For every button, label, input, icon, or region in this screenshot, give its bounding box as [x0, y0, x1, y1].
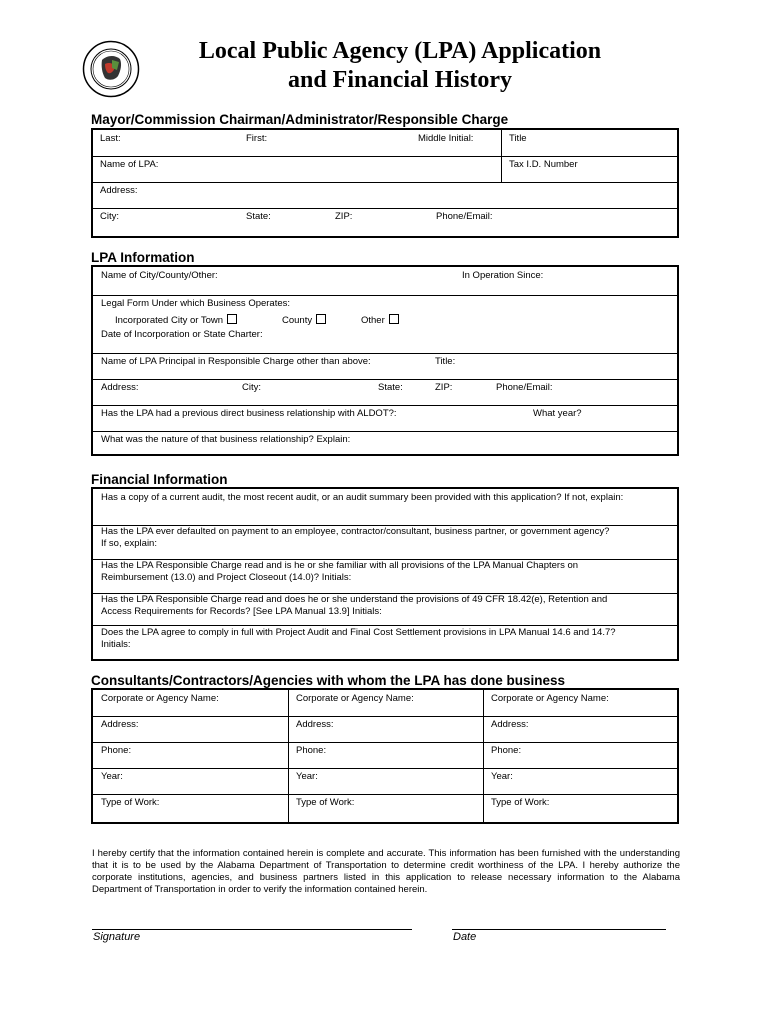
consultant-phone-field-1[interactable]: Phone:	[101, 745, 132, 756]
consultant-year-field-1[interactable]: Year:	[101, 771, 123, 782]
form-row	[93, 267, 677, 296]
consultant-type-field-2[interactable]: Type of Work:	[296, 797, 355, 808]
signature-line[interactable]	[92, 929, 412, 930]
city-county-name-field[interactable]: Name of City/County/Other:	[101, 270, 218, 281]
option-other-label: Other	[361, 315, 385, 326]
form-row	[93, 295, 677, 354]
consultant-phone-field-3[interactable]: Phone:	[491, 745, 522, 756]
audit-compliance-question-line1[interactable]: Does the LPA agree to comply in full with Project Audit and Final Cost Settlement provisions in LPA Manual 14.6 and 14.7?	[101, 627, 616, 638]
option-incorporated-city[interactable]	[115, 315, 237, 327]
consultant-address-field-1[interactable]: Address:	[101, 719, 139, 730]
form-row	[93, 405, 677, 432]
principal-city-field[interactable]: City:	[242, 382, 261, 393]
legal-form-label: Legal Form Under which Business Operates:	[101, 298, 291, 309]
previous-relationship-field[interactable]: Has the LPA had a previous direct business relationship with ALDOT?:	[101, 408, 397, 419]
last-name-field[interactable]: Last:	[100, 133, 121, 144]
cfr-question-line2[interactable]: Access Requirements for Records? [See LPA Manual 13.9] Initials:	[101, 606, 382, 617]
state-field[interactable]: State:	[246, 211, 271, 222]
default-question-line1[interactable]: Has the LPA ever defaulted on payment to an employee, contractor/consultant, business partner, or government agency?	[101, 526, 610, 537]
manual-chapters-question-line1[interactable]: Has the LPA Responsible Charge read and is he or she familiar with all provisions of the LPA Manual Chapters on	[101, 560, 579, 571]
date-label: Date	[453, 931, 477, 943]
section-heading-lpa-information: LPA Information	[91, 250, 195, 265]
form-row	[93, 379, 677, 406]
lpa-information-box	[91, 265, 679, 456]
form-row	[93, 130, 677, 157]
default-question-line2[interactable]: If so, explain:	[101, 538, 157, 549]
principal-state-field[interactable]: State:	[378, 382, 403, 393]
financial-information-box	[91, 487, 679, 661]
table-row	[93, 742, 677, 769]
form-row	[93, 156, 677, 183]
section-heading-responsible-charge: Mayor/Commission Chairman/Administrator/Responsible Charge	[91, 112, 509, 127]
title-line-2: and Financial History	[287, 67, 513, 93]
option-incorporated-city-label: Incorporated City or Town	[115, 315, 224, 326]
corp-name-field-2[interactable]: Corporate or Agency Name:	[296, 693, 414, 704]
city-field[interactable]: City:	[100, 211, 119, 222]
form-row	[93, 625, 677, 661]
principal-phone-email-field[interactable]: Phone/Email:	[496, 382, 553, 393]
other-checkbox[interactable]	[389, 314, 399, 324]
manual-chapters-question-line2[interactable]: Reimbursement (13.0) and Project Closeout (14.0)? Initials:	[101, 572, 352, 583]
table-row	[93, 794, 677, 822]
principal-zip-field[interactable]: ZIP:	[435, 382, 453, 393]
form-row	[93, 353, 677, 380]
consultant-address-field-3[interactable]: Address:	[491, 719, 529, 730]
form-row	[93, 559, 677, 594]
principal-title-field[interactable]: Title:	[435, 356, 456, 367]
corp-name-field-3[interactable]: Corporate or Agency Name:	[491, 693, 609, 704]
form-row	[93, 489, 677, 526]
divider	[501, 156, 502, 182]
in-operation-since-field[interactable]: In Operation Since:	[462, 270, 544, 281]
county-checkbox[interactable]	[316, 314, 326, 324]
consultant-address-field-2[interactable]: Address:	[296, 719, 334, 730]
principal-address-field[interactable]: Address:	[101, 382, 139, 393]
zip-field[interactable]: ZIP:	[335, 211, 353, 222]
form-title	[150, 37, 650, 95]
signature-label: Signature	[93, 931, 141, 943]
title-line-1: Local Public Agency (LPA) Application	[198, 38, 602, 64]
form-row	[93, 431, 677, 456]
audit-question-field[interactable]: Has a copy of a current audit, the most recent audit, or an audit summary been provided with this application? If not, explain:	[101, 492, 624, 503]
audit-compliance-question-line2[interactable]: Initials:	[101, 639, 131, 650]
principal-name-field[interactable]: Name of LPA Principal in Responsible Charge other than above:	[101, 356, 371, 367]
form-row	[93, 525, 677, 560]
consultants-box	[91, 688, 679, 824]
table-row	[93, 716, 677, 743]
consultant-phone-field-2[interactable]: Phone:	[296, 745, 327, 756]
certification-paragraph: I hereby certify that the information contained herein is complete and accurate. This information has been furnished with the understanding that it is to be used by the Alabama Department of Transportation to determine credit worthiness of the LPA. I hereby authorize the corporate institutions, agencies, and business partners listed in this application to release necessary information to the Alabama Department of Transportation in order to verify the information contained herein.	[92, 848, 680, 895]
date-line[interactable]	[452, 929, 666, 930]
first-name-field[interactable]: First:	[246, 133, 268, 144]
lpa-name-field[interactable]: Name of LPA:	[100, 159, 159, 170]
consultant-type-field-1[interactable]: Type of Work:	[101, 797, 160, 808]
consultant-year-field-2[interactable]: Year:	[296, 771, 318, 782]
table-row	[93, 690, 677, 717]
corp-name-field-1[interactable]: Corporate or Agency Name:	[101, 693, 219, 704]
what-year-field[interactable]: What year?	[533, 408, 582, 419]
form-row	[93, 182, 677, 209]
form-row	[93, 593, 677, 626]
responsible-charge-box	[91, 128, 679, 238]
section-heading-consultants: Consultants/Contractors/Agencies with whom the LPA has done business	[91, 673, 566, 688]
cfr-question-line1[interactable]: Has the LPA Responsible Charge read and does he or she understand the provisions of 49 CFR 18.42(e), Retention and	[101, 594, 608, 605]
aldot-seal-logo	[82, 40, 140, 98]
middle-initial-field[interactable]: Middle Initial:	[418, 133, 474, 144]
option-county-label: County	[282, 315, 313, 326]
address-field[interactable]: Address:	[100, 185, 138, 196]
table-row	[93, 768, 677, 795]
form-row	[93, 208, 677, 236]
incorporated-city-checkbox[interactable]	[227, 314, 237, 324]
date-incorporation-field[interactable]: Date of Incorporation or State Charter:	[101, 329, 263, 340]
relationship-nature-field[interactable]: What was the nature of that business relationship? Explain:	[101, 434, 351, 445]
phone-email-field[interactable]: Phone/Email:	[436, 211, 493, 222]
tax-id-field[interactable]: Tax I.D. Number	[509, 159, 578, 170]
divider	[501, 130, 502, 156]
section-heading-financial-information: Financial Information	[91, 472, 228, 487]
option-other[interactable]	[361, 315, 399, 327]
title-field[interactable]: Title	[509, 133, 527, 144]
consultant-year-field-3[interactable]: Year:	[491, 771, 513, 782]
consultant-type-field-3[interactable]: Type of Work:	[491, 797, 550, 808]
option-county[interactable]	[282, 315, 326, 327]
